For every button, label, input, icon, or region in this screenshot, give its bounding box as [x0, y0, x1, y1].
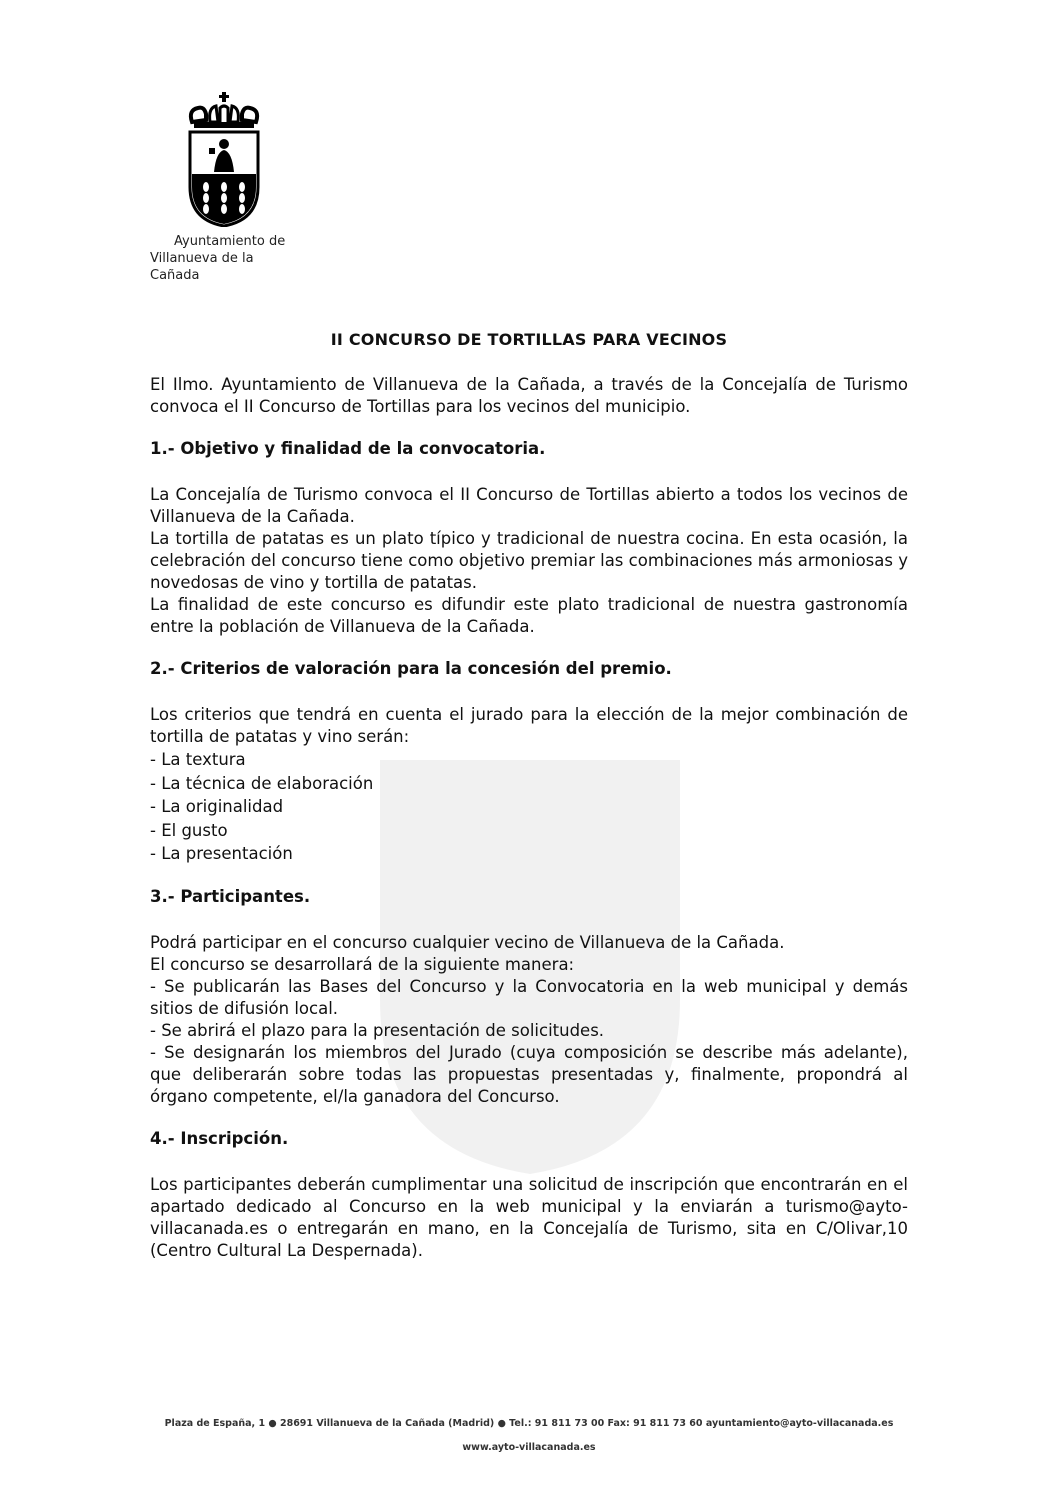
footer-address: Plaza de España, 1 ● 28691 Villanueva de la Cañada (Madrid) ● Tel.: 91 811 73 00 Fax: 91 811 73 60 ayuntamiento@ayto-villacanada.es: [164, 1418, 894, 1429]
document-body: [150, 374, 908, 1262]
section3-paragraph-1: Podrá participar en el concurso cualquier vecino de Villanueva de la Cañada.: [150, 932, 785, 952]
section3-paragraph-5: - Se designarán los miembros del Jurado (cuya composición se describe más adelante), que deliberarán sobre todas las propuestas presentadas y, finalmente, propondrá al órgano competente, el/la ganadora del Concurso.: [150, 1042, 908, 1106]
section3-paragraph-2: El concurso se desarrollará de la siguiente manera:: [150, 954, 575, 974]
list-item: - El gusto: [150, 819, 908, 843]
list-item: - La presentación: [150, 842, 908, 866]
footer-website: www.ayto-villacanada.es: [462, 1442, 596, 1453]
section3-paragraph-4: - Se abrirá el plazo para la presentación de solicitudes.: [150, 1020, 605, 1040]
criteria-list: [150, 748, 908, 866]
logo-text-line2: Villanueva de la Cañada: [150, 251, 254, 283]
section4-paragraph-1: Los participantes deberán cumplimentar una solicitud de inscripción que encontrarán en el apartado dedicado al Concurso en la web municipal y la enviarán a turismo@ayto-villacanada.es o entregarán en mano, en la Concejalía de Turismo, sita en C/Olivar,10 (Centro Cultural La Despernada).: [150, 1174, 908, 1260]
section2-paragraph-1: Los criterios que tendrá en cuenta el jurado para la elección de la mejor combinación de tortilla de patatas y vino serán:: [150, 705, 908, 746]
municipal-logo: [150, 92, 300, 284]
section2-heading: 2.- Criterios de valoración para la concesión del premio.: [150, 659, 672, 678]
section1-heading: 1.- Objetivo y finalidad de la convocatoria.: [150, 439, 546, 458]
list-item: - La técnica de elaboración: [150, 772, 908, 796]
section1-paragraph-3: La finalidad de este concurso es difundir este plato tradicional de nuestra gastronomía entre la población de Villanueva de la Cañada.: [150, 595, 908, 636]
intro-paragraph: El Ilmo. Ayuntamiento de Villanueva de la Cañada, a través de la Concejalía de Turismo convoca el II Concurso de Tortillas para los vecinos del municipio.: [150, 375, 908, 416]
list-item: - La textura: [150, 748, 908, 772]
section3-heading: 3.- Participantes.: [150, 886, 311, 906]
logo-text-line1: Ayuntamiento de: [174, 234, 286, 249]
section1-paragraph-2: La tortilla de patatas es un plato típico y tradicional de nuestra cocina. En esta ocasión, la celebración del concurso tiene como objetivo premiar las combinaciones más armoniosas y novedosas de vino y tortilla de patatas.: [150, 529, 908, 592]
list-item: - La originalidad: [150, 795, 908, 819]
coat-of-arms-icon: [184, 92, 264, 227]
section4-heading: 4.- Inscripción.: [150, 1128, 289, 1148]
document-title: II CONCURSO DE TORTILLAS PARA VECINOS: [330, 330, 728, 349]
section3-paragraph-3: - Se publicarán las Bases del Concurso y la Convocatoria en la web municipal y demás sitios de difusión local.: [150, 976, 908, 1018]
section1-paragraph-1: La Concejalía de Turismo convoca el II Concurso de Tortillas abierto a todos los vecinos de Villanueva de la Cañada.: [150, 485, 908, 526]
